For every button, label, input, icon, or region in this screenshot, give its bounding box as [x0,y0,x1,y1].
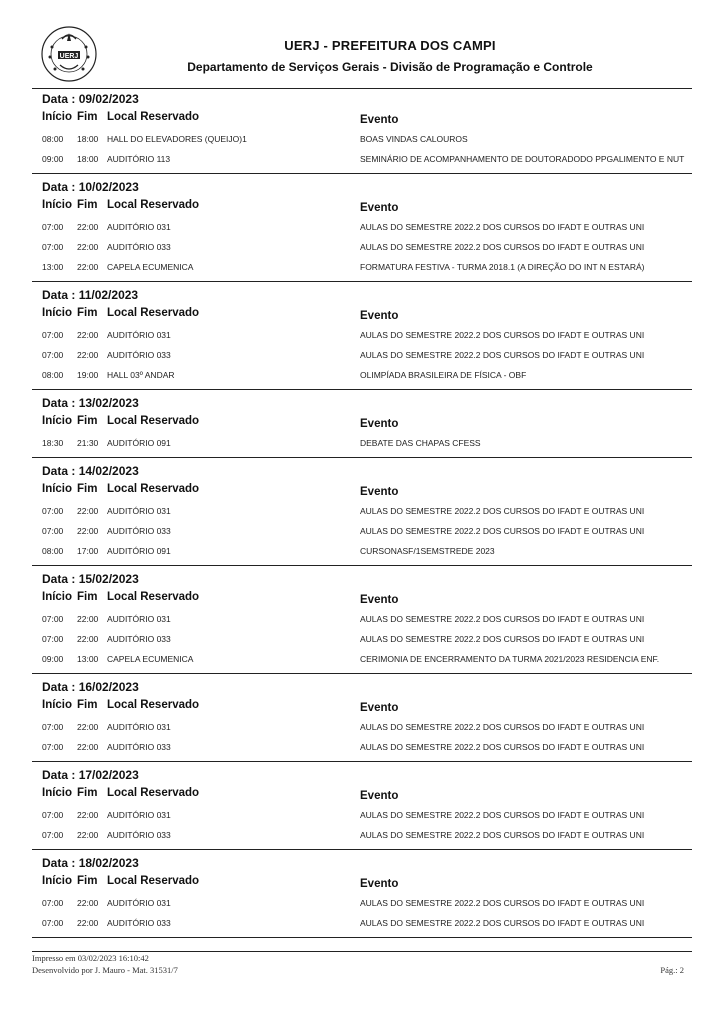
section-divider [32,173,692,174]
cell-fim: 22:00 [77,634,99,644]
cell-fim: 22:00 [77,918,99,928]
date-value: 11/02/2023 [78,288,139,302]
header-fim: Fim [77,875,98,887]
cell-inicio: 07:00 [42,330,64,340]
header-local: Local Reservado [107,307,200,319]
date-label: Data : [42,464,76,478]
cell-inicio: 07:00 [42,242,64,252]
cell-fim: 22:00 [77,614,99,624]
date-section [32,462,692,566]
date-section [32,178,692,282]
date-heading [32,178,692,196]
cell-evento: AULAS DO SEMESTRE 2022.2 DOS CURSOS DO IFADT E OUTRAS UNI [360,614,645,624]
table-row [32,500,692,520]
header-divider [32,88,692,89]
date-heading [32,286,692,304]
header-fim: Fim [77,307,98,319]
cell-local: AUDITÓRIO 031 [107,722,171,732]
section-divider [32,937,692,938]
cell-fim: 22:00 [77,830,99,840]
cell-evento: AULAS DO SEMESTRE 2022.2 DOS CURSOS DO IFADT E OUTRAS UNI [360,634,645,644]
cell-fim: 18:00 [77,154,99,164]
table-row [32,540,692,560]
column-headers [32,304,692,324]
page-number: Pág.: 2 [660,965,684,975]
header-local: Local Reservado [107,591,200,603]
header-inicio: Início [42,111,73,123]
cell-local: AUDITÓRIO 033 [107,742,171,752]
header-local: Local Reservado [107,875,200,887]
cell-local: AUDITÓRIO 031 [107,222,171,232]
date-heading [32,570,692,588]
cell-local: AUDITÓRIO 033 [107,830,171,840]
page-title: UERJ - PREFEITURA DOS CAMPI [284,38,496,53]
header-inicio: Início [42,483,73,495]
cell-inicio: 07:00 [42,350,64,360]
cell-fim: 21:30 [77,438,99,448]
cell-local: AUDITÓRIO 091 [107,546,171,556]
column-headers [32,588,692,608]
cell-evento: CERIMONIA DE ENCERRAMENTO DA TURMA 2021/2023 RESIDENCIA ENF. [360,654,660,664]
table-row [32,716,692,736]
cell-local: AUDITÓRIO 113 [107,154,171,164]
cell-evento: AULAS DO SEMESTRE 2022.2 DOS CURSOS DO IFADT E OUTRAS UNI [360,918,645,928]
schedule-list [32,90,692,942]
column-headers [32,872,692,892]
cell-evento: AULAS DO SEMESTRE 2022.2 DOS CURSOS DO IFADT E OUTRAS UNI [360,222,645,232]
cell-inicio: 07:00 [42,810,64,820]
cell-inicio: 07:00 [42,722,64,732]
cell-local: AUDITÓRIO 033 [107,526,171,536]
header-inicio: Início [42,591,73,603]
date-value: 15/02/2023 [78,572,139,586]
date-section [32,90,692,174]
developer-credit: Desenvolvido por J. Mauro - Mat. 31531/7 [32,965,178,975]
cell-inicio: 07:00 [42,506,64,516]
header-fim: Fim [77,199,98,211]
header-evento: Evento [360,418,399,430]
date-heading [32,678,692,696]
header-inicio: Início [42,199,73,211]
date-section [32,854,692,938]
cell-inicio: 09:00 [42,654,64,664]
cell-fim: 19:00 [77,370,99,380]
section-divider [32,761,692,762]
section-divider [32,389,692,390]
header-evento: Evento [360,486,399,498]
cell-inicio: 08:00 [42,546,64,556]
cell-inicio: 07:00 [42,898,64,908]
header-inicio: Início [42,875,73,887]
date-value: 10/02/2023 [78,180,139,194]
cell-fim: 22:00 [77,742,99,752]
cell-local: AUDITÓRIO 033 [107,918,171,928]
cell-local: HALL 03º ANDAR [107,370,175,380]
table-row [32,824,692,844]
table-row [32,648,692,668]
cell-evento: AULAS DO SEMESTRE 2022.2 DOS CURSOS DO IFADT E OUTRAS UNI [360,742,645,752]
header-evento: Evento [360,878,399,890]
cell-inicio: 13:00 [42,262,64,272]
document-header [0,20,725,90]
cell-local: AUDITÓRIO 033 [107,242,171,252]
date-value: 16/02/2023 [78,680,139,694]
date-heading [32,394,692,412]
section-divider [32,565,692,566]
table-row [32,892,692,912]
header-evento: Evento [360,202,399,214]
cell-fim: 22:00 [77,722,99,732]
column-headers [32,480,692,500]
header-fim: Fim [77,699,98,711]
table-row [32,148,692,168]
header-evento: Evento [360,790,399,802]
header-local: Local Reservado [107,415,200,427]
cell-local: AUDITÓRIO 031 [107,614,171,624]
cell-fim: 18:00 [77,134,99,144]
cell-evento: AULAS DO SEMESTRE 2022.2 DOS CURSOS DO IFADT E OUTRAS UNI [360,526,645,536]
header-evento: Evento [360,594,399,606]
cell-evento: AULAS DO SEMESTRE 2022.2 DOS CURSOS DO IFADT E OUTRAS UNI [360,506,645,516]
cell-evento: AULAS DO SEMESTRE 2022.2 DOS CURSOS DO IFADT E OUTRAS UNI [360,810,645,820]
table-row [32,324,692,344]
header-fim: Fim [77,591,98,603]
header-local: Local Reservado [107,699,200,711]
cell-inicio: 07:00 [42,634,64,644]
cell-inicio: 09:00 [42,154,64,164]
header-evento: Evento [360,310,399,322]
date-label: Data : [42,180,76,194]
cell-inicio: 18:30 [42,438,64,448]
cell-local: AUDITÓRIO 091 [107,438,171,448]
table-row [32,432,692,452]
header-inicio: Início [42,787,73,799]
cell-local: AUDITÓRIO 031 [107,506,171,516]
column-headers [32,412,692,432]
date-label: Data : [42,680,76,694]
date-section [32,394,692,458]
cell-local: AUDITÓRIO 031 [107,898,171,908]
cell-fim: 17:00 [77,546,99,556]
date-heading [32,90,692,108]
cell-evento: CURSONASF/1SEMSTREDE 2023 [360,546,495,556]
cell-evento: FORMATURA FESTIVA - TURMA 2018.1 (A DIREÇÃO DO INT N ESTARÁ) [360,262,645,272]
date-value: 14/02/2023 [78,464,139,478]
date-label: Data : [42,768,76,782]
cell-fim: 22:00 [77,222,99,232]
date-value: 09/02/2023 [78,92,139,106]
column-headers [32,784,692,804]
section-divider [32,849,692,850]
cell-evento: AULAS DO SEMESTRE 2022.2 DOS CURSOS DO IFADT E OUTRAS UNI [360,350,645,360]
cell-local: CAPELA ECUMENICA [107,654,194,664]
cell-evento: AULAS DO SEMESTRE 2022.2 DOS CURSOS DO IFADT E OUTRAS UNI [360,830,645,840]
section-divider [32,281,692,282]
cell-inicio: 07:00 [42,742,64,752]
table-row [32,520,692,540]
table-row [32,804,692,824]
date-label: Data : [42,572,76,586]
cell-inicio: 08:00 [42,134,64,144]
cell-evento: AULAS DO SEMESTRE 2022.2 DOS CURSOS DO IFADT E OUTRAS UNI [360,330,645,340]
date-heading [32,462,692,480]
header-fim: Fim [77,111,98,123]
cell-inicio: 07:00 [42,918,64,928]
cell-local: CAPELA ECUMENICA [107,262,194,272]
cell-fim: 22:00 [77,526,99,536]
cell-local: AUDITÓRIO 031 [107,810,171,820]
cell-evento: BOAS VINDAS CALOUROS [360,134,468,144]
table-row [32,256,692,276]
date-label: Data : [42,92,76,106]
date-value: 17/02/2023 [78,768,139,782]
cell-fim: 22:00 [77,330,99,340]
cell-inicio: 07:00 [42,830,64,840]
column-headers [32,108,692,128]
page-subtitle: Departamento de Serviços Gerais - Divisão de Programação e Controle [187,60,593,74]
date-section [32,286,692,390]
date-section [32,570,692,674]
header-inicio: Início [42,699,73,711]
cell-inicio: 07:00 [42,222,64,232]
cell-local: HALL DO ELEVADORES (QUEIJO)1 [107,134,247,144]
table-row [32,736,692,756]
column-headers [32,196,692,216]
header-evento: Evento [360,114,399,126]
section-divider [32,457,692,458]
cell-fim: 22:00 [77,242,99,252]
cell-evento: OLIMPÍADA BRASILEIRA DE FÍSICA - OBF [360,370,527,380]
header-local: Local Reservado [107,483,200,495]
table-row [32,236,692,256]
table-row [32,912,692,932]
header-inicio: Início [42,415,73,427]
section-divider [32,673,692,674]
header-local: Local Reservado [107,199,200,211]
cell-fim: 22:00 [77,506,99,516]
printed-timestamp: Impresso em 03/02/2023 16:10:42 [32,953,149,963]
svg-text:UERJ: UERJ [59,53,79,60]
cell-evento: AULAS DO SEMESTRE 2022.2 DOS CURSOS DO IFADT E OUTRAS UNI [360,898,645,908]
date-section [32,678,692,762]
table-row [32,344,692,364]
header-local: Local Reservado [107,111,200,123]
cell-inicio: 08:00 [42,370,64,380]
header-fim: Fim [77,415,98,427]
date-label: Data : [42,396,76,410]
table-row [32,608,692,628]
table-row [32,128,692,148]
footer-divider [32,951,692,952]
cell-fim: 22:00 [77,262,99,272]
uerj-seal-logo [40,25,98,83]
cell-fim: 22:00 [77,898,99,908]
cell-evento: DEBATE DAS CHAPAS CFESS [360,438,481,448]
header-fim: Fim [77,787,98,799]
cell-local: AUDITÓRIO 033 [107,634,171,644]
cell-evento: SEMINÁRIO DE ACOMPANHAMENTO DE DOUTORADODO PPGALIMENTO E NUT [360,154,685,164]
date-heading [32,854,692,872]
date-value: 13/02/2023 [78,396,139,410]
header-evento: Evento [360,702,399,714]
column-headers [32,696,692,716]
cell-evento: AULAS DO SEMESTRE 2022.2 DOS CURSOS DO IFADT E OUTRAS UNI [360,242,645,252]
table-row [32,364,692,384]
cell-inicio: 07:00 [42,526,64,536]
cell-local: AUDITÓRIO 033 [107,350,171,360]
cell-fim: 13:00 [77,654,99,664]
date-label: Data : [42,288,76,302]
date-heading [32,766,692,784]
header-inicio: Início [42,307,73,319]
cell-local: AUDITÓRIO 031 [107,330,171,340]
cell-evento: AULAS DO SEMESTRE 2022.2 DOS CURSOS DO IFADT E OUTRAS UNI [360,722,645,732]
cell-fim: 22:00 [77,350,99,360]
cell-inicio: 07:00 [42,614,64,624]
date-value: 18/02/2023 [78,856,139,870]
date-section [32,766,692,850]
date-label: Data : [42,856,76,870]
header-local: Local Reservado [107,787,200,799]
cell-fim: 22:00 [77,810,99,820]
table-row [32,628,692,648]
table-row [32,216,692,236]
header-fim: Fim [77,483,98,495]
